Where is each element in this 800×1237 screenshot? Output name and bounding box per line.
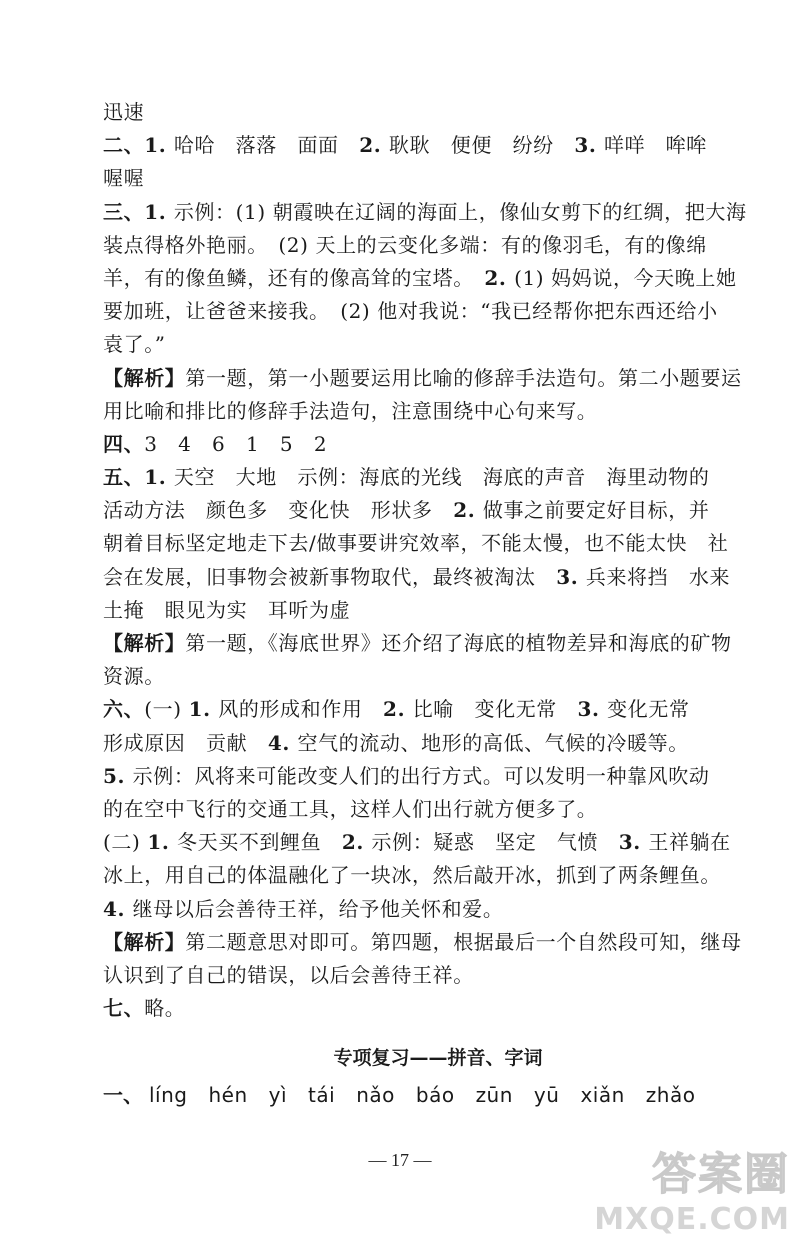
text-line xyxy=(103,527,729,560)
item-number: 2. xyxy=(383,697,413,722)
text-fragment: 冬天买不到鲤鱼 xyxy=(177,830,342,855)
item-number: 5. xyxy=(103,763,133,788)
text-line xyxy=(103,229,707,262)
text-line xyxy=(103,893,703,926)
text-line xyxy=(103,561,731,594)
text-fragment: 朝着目标坚定地走下去/做事要讲究效率，不能太慢，也不能太快 社 xyxy=(103,531,729,556)
text-line xyxy=(103,262,737,295)
text-fragment: 第一题，第一小题要运用比喻的修辞手法造句。第二小题要运 xyxy=(185,365,742,390)
section-number: 四、 xyxy=(103,431,145,456)
section-heading: 专项复习——拼音、字词 xyxy=(333,1047,543,1070)
text-line xyxy=(103,826,731,859)
item-number: 3. xyxy=(556,564,586,589)
answer-page xyxy=(103,96,747,1113)
pinyin-line xyxy=(103,1077,703,1113)
pinyin-word: zūn xyxy=(475,1083,513,1108)
text-fragment: 要加班，让爸爸来接我。 (2) 他对我说：“我已经帮你把东西还给小 xyxy=(103,299,718,324)
answer-lines xyxy=(103,96,747,1025)
pinyin-word: zhǎo xyxy=(645,1083,696,1108)
text-fragment: 哈哈 落落 面面 xyxy=(173,133,360,158)
text-fragment: 咩咩 哞哞 xyxy=(603,133,707,158)
text-line xyxy=(103,693,703,726)
text-fragment: 资源。 xyxy=(103,664,165,689)
text-fragment: 土掩 眼见为实 耳听为虚 xyxy=(103,597,351,622)
text-line xyxy=(103,428,703,461)
text-line xyxy=(103,494,710,527)
text-fragment: 形成原因 贡献 xyxy=(103,730,268,755)
text-fragment: 活动方法 颜色多 变化快 形状多 xyxy=(103,498,454,523)
spacer xyxy=(103,1025,703,1039)
item-number: 3. xyxy=(574,133,604,158)
item-number: 2. xyxy=(453,498,483,523)
text-fragment: 示例：风将来可能改变人们的出行方式。可以发明一种靠风吹动 xyxy=(132,763,710,788)
section-number: 三、 xyxy=(103,199,145,224)
text-fragment: (二) xyxy=(103,830,148,855)
text-fragment: 袁了。” xyxy=(103,332,166,357)
text-fragment: 示例：疑惑 坚定 气愤 xyxy=(371,830,619,855)
text-fragment: 认识到了自己的错误，以后会善待王祥。 xyxy=(103,962,474,987)
text-line xyxy=(103,96,703,129)
text-fragment: 会在发展，旧事物会被新事物取代，最终被淘汰 xyxy=(103,564,557,589)
section-number: 五、 xyxy=(103,465,145,490)
text-fragment: 示例：(1) 朝霞映在辽阔的海面上，像仙女剪下的红绸，把大海 xyxy=(173,199,747,224)
pinyin-word: tái xyxy=(308,1083,336,1108)
section-number: 六、 xyxy=(103,697,145,722)
page-number: — 17 — xyxy=(368,1150,432,1170)
pinyin-word: nǎo xyxy=(356,1083,395,1108)
text-line xyxy=(103,992,703,1025)
item-number: 1. xyxy=(188,697,219,722)
text-fragment: 天空 大地 示例：海底的光线 海底的声音 海里动物的 xyxy=(173,465,710,490)
section-number: 七、 xyxy=(103,996,145,1021)
text-fragment: 变化无常 xyxy=(607,697,690,722)
text-line xyxy=(103,362,742,395)
pinyin-word: líng xyxy=(149,1083,188,1108)
pinyin-word: yū xyxy=(533,1083,560,1108)
text-line xyxy=(103,793,703,826)
analysis-tag: 【解析】 xyxy=(103,365,186,390)
item-number: 3. xyxy=(618,830,649,855)
text-fragment: 继母以后会善待王祥，给予他关怀和爱。 xyxy=(132,896,504,921)
text-line xyxy=(103,594,703,627)
item-number: 2. xyxy=(484,265,515,290)
pinyin-list xyxy=(149,1083,716,1107)
text-fragment: 第一题，《海底世界》还介绍了海底的植物差异和海底的矿物 xyxy=(185,631,732,655)
item-number: 1. xyxy=(147,830,178,855)
text-line xyxy=(103,196,747,229)
watermark-site: MXQE.COM xyxy=(594,1202,790,1237)
text-fragment: 风的形成和作用 xyxy=(218,697,384,722)
text-fragment: 迅速 xyxy=(103,100,145,124)
watermark-title: 答案圈 xyxy=(652,1149,790,1200)
section-number: 二、 xyxy=(103,133,145,158)
text-line xyxy=(103,129,707,162)
text-fragment: 的在空中飞行的交通工具，这样人们出行就方便多了。 xyxy=(103,796,598,821)
text-fragment: (一) xyxy=(144,697,189,722)
text-fragment: 装点得格外艳丽。 (2) 天上的云变化多端：有的像羽毛，有的像绵 xyxy=(103,232,707,257)
item-number: 1. xyxy=(144,199,174,224)
text-fragment: 空气的流动、地形的高低、气候的冷暖等。 xyxy=(297,730,689,755)
text-line xyxy=(103,727,703,760)
item-number: 3. xyxy=(577,697,608,722)
item-number: 4. xyxy=(267,730,298,755)
item-number: 2. xyxy=(341,830,372,855)
item-number: 1. xyxy=(144,133,174,158)
analysis-tag: 【解析】 xyxy=(103,631,186,655)
text-fragment: 做事之前要定好目标，并 xyxy=(482,498,710,523)
text-fragment: 耿耿 便便 纷纷 xyxy=(388,133,575,158)
text-line xyxy=(103,959,703,992)
pinyin-word: xiǎn xyxy=(580,1083,625,1108)
text-fragment: 兵来将挡 水来 xyxy=(585,564,731,589)
text-line xyxy=(103,461,710,494)
item-number: 2. xyxy=(359,133,389,158)
pinyin-word: yì xyxy=(268,1083,288,1108)
pinyin-word: báo xyxy=(415,1083,455,1108)
text-line xyxy=(103,295,718,328)
text-line xyxy=(103,859,721,892)
text-line xyxy=(103,627,732,660)
pinyin-word: hén xyxy=(208,1083,248,1108)
text-line xyxy=(103,760,710,793)
text-line xyxy=(103,162,703,195)
text-line xyxy=(103,926,742,959)
pinyin-section-label: 一、 xyxy=(103,1083,143,1108)
text-fragment: 3 4 6 1 5 2 xyxy=(144,431,328,456)
text-fragment: 第二题意思对即可。第四题，根据最后一个自然段可知，继母 xyxy=(185,929,742,954)
text-fragment: 冰上，用自己的体温融化了一块冰，然后敲开冰，抓到了两条鲤鱼。 xyxy=(103,863,721,888)
text-fragment: 王祥躺在 xyxy=(648,830,731,855)
text-fragment: 用比喻和排比的修辞手法造句，注意围绕中心句来写。 xyxy=(103,398,598,423)
text-line xyxy=(103,328,703,361)
item-number: 1. xyxy=(144,465,174,490)
text-fragment: 略。 xyxy=(144,996,186,1021)
text-fragment: 喔喔 xyxy=(103,166,145,191)
text-fragment: 羊，有的像鱼鳞，还有的像高耸的宝塔。 xyxy=(103,265,485,290)
text-line xyxy=(103,395,703,428)
analysis-tag: 【解析】 xyxy=(103,929,186,954)
item-number: 4. xyxy=(103,896,133,921)
text-fragment: 比喻 变化无常 xyxy=(412,697,578,722)
text-fragment: (1) 妈妈说，今天晚上她 xyxy=(514,265,737,290)
watermark-logo xyxy=(550,1138,790,1237)
text-line xyxy=(103,660,703,693)
